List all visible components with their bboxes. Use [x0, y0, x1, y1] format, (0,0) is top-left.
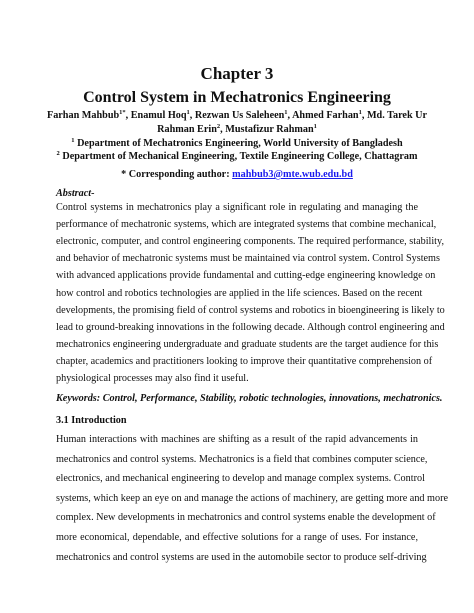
abstract-line: and behavior of mechatronic systems must be maintained via control system. Control Systems [56, 253, 440, 265]
affiliation-1 [0, 138, 474, 149]
abstract-line: physiological processes may also find it useful. [56, 373, 249, 384]
affiliation-1-marker: 1 [71, 137, 75, 144]
author-affiliation-marker: 1 [284, 109, 288, 116]
affiliation-2 [0, 151, 474, 162]
abstract-line: how control and robotics technologies are applied in the life sciences. Based on the recent [56, 287, 423, 299]
author-name: Rezwan Us Saleheen [194, 110, 285, 121]
author-separator: , [361, 110, 367, 121]
author-name: Farhan Mahbub [46, 110, 120, 121]
author-affiliation-marker: 1 [186, 109, 190, 116]
abstract-line: with advanced applications provide fundamental and cutting-edge engineering knowledge on [56, 270, 436, 282]
author-name: Rahman Erin [157, 124, 217, 135]
introduction-line: more economical, dependable, and effective solutions for a range of uses. For instance, [56, 532, 418, 543]
corresponding-label: * Corresponding author: [121, 169, 233, 180]
author-name: Mustafizur Rahman [225, 124, 314, 135]
email-link[interactable]: mahbub3@mte.wub.edu.bd [232, 169, 353, 180]
author-affiliation-marker: 2 [216, 123, 221, 130]
chapter-label: Chapter 3 [200, 64, 274, 83]
corresponding-author [0, 169, 474, 180]
abstract-line: Control systems in mechatronics play a significant role in regulating and managing the [56, 202, 418, 213]
author-separator: , [189, 110, 195, 121]
abstract-heading: Abstract- [56, 188, 95, 199]
author-name: Enamul Hoq [130, 110, 187, 121]
author-affiliation-marker: 1 [313, 123, 317, 130]
author-name: Ahmed Farhan [292, 110, 359, 121]
author-separator: , [287, 110, 293, 121]
introduction-line: electronics, and mechanical engineering to develop and manage complex systems. Control [56, 473, 425, 485]
abstract-line: developments, the promising field of control systems and robotics in bioengineering is likely to [56, 304, 445, 316]
paper-title: Control System in Mechatronics Engineering [83, 89, 391, 106]
abstract-line: electronic, computer, and control engineering components. The required performance, stability, [56, 236, 444, 248]
keywords: Keywords: Control, Performance, Stability, robotic technologies, innovations, mechatronics. [56, 393, 443, 404]
introduction-line: systems, which keep an eye on and manage the actions of machinery, are getting more and more [56, 492, 448, 504]
introduction-line: complex. New developments in mechatronics and control systems enable the development of [56, 512, 436, 524]
affiliation-2-marker: 2 [56, 150, 60, 157]
section-heading-introduction: 3.1 Introduction [56, 415, 127, 426]
abstract-line: performance of mechatronic systems, which are integrated systems that combine mechanical, [56, 219, 437, 231]
author-separator: , [125, 110, 131, 121]
introduction-line: mechatronics and control systems are used in the automobile sector to produce self-driving [56, 551, 427, 563]
author-name: Md. Tarek Ur [366, 110, 428, 121]
affiliation-1-text: Department of Mechatronics Engineering, World University of Bangladesh [74, 138, 403, 149]
abstract-line: lead to ground-breaking innovations in the following decade. Although control engineering and [56, 321, 445, 333]
introduction-line: Human interactions with machines are shifting as a result of the rapid advancements in [56, 434, 418, 445]
author-line-1 [0, 110, 474, 121]
abstract-line: mechatronics engineering undergraduate and graduate students are the target audience for this [56, 338, 439, 350]
abstract-line: chapter, academics and practitioners looking to improve their quantitative comprehension of [56, 355, 433, 367]
introduction-line: mechatronics and control systems. Mechatronics is a field that combines computer science, [56, 453, 428, 465]
author-affiliation-marker: 1* [119, 109, 126, 116]
author-line-2 [0, 124, 474, 135]
affiliation-2-text: Department of Mechanical Engineering, Textile Engineering College, Chattagram [59, 151, 418, 162]
author-separator: , [220, 124, 226, 135]
author-affiliation-marker: 1 [358, 109, 362, 116]
